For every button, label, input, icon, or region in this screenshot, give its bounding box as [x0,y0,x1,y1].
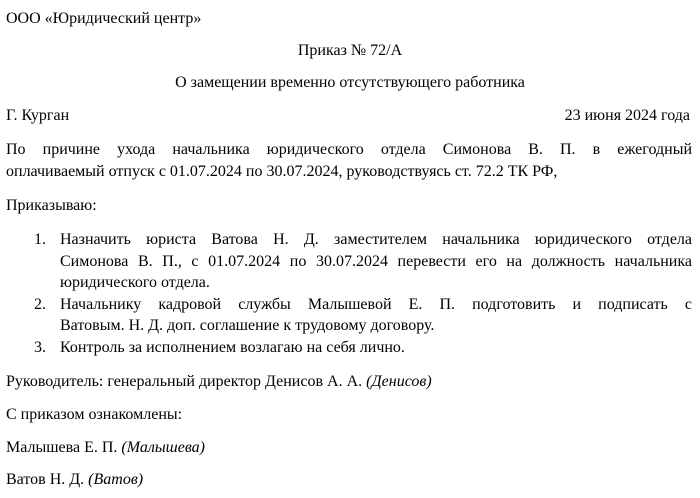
order-subject: О замещении временно отсутствующего работника [175,74,525,91]
order-item-line: Ватовым. Н. Д. доп. соглашение к трудовому договору. [60,317,435,334]
order-item [34,294,692,337]
order-item-line: Симонова В. П., с 01.07.2024 по 30.07.2024 перевести его на должность начальника [60,252,692,270]
head-label: Руководитель: генеральный директор Денисов А. А. [6,373,363,390]
order-item-line: Назначить юриста Ватова Н. Д. заместителем начальника юридического отдела [60,231,692,248]
preamble [6,139,692,182]
acquainted-label: С приказом ознакомлены: [6,406,183,423]
order-date: 23 июня 2024 года [564,107,690,124]
organization-name: ООО «Юридический центр» [6,10,202,27]
signatory-signature: (Ватов) [88,471,144,488]
signatory-line [6,438,205,458]
order-item [34,337,692,359]
preamble-line: По причине ухода начальника юридического отдела Симонова В. П. в ежегодный [6,141,692,158]
order-item-number: 3. [34,338,46,356]
order-items [34,229,692,358]
city: Г. Курган [6,107,70,124]
signatory-name: Малышева Е. П. [6,439,118,456]
order-item-line: Начальнику кадровой службы Малышевой Е. П. подготовить и подписать с [60,295,692,313]
head-signature-line [6,372,432,392]
signatory-line [6,470,143,490]
order-word: Приказываю: [6,197,97,214]
head-signature: (Денисов) [366,373,432,390]
signatory-name: Ватов Н. Д. [6,471,85,488]
preamble-line: оплачиваемый отпуск с 01.07.2024 по 30.07.2024, руководствуясь ст. 72.2 ТК РФ, [6,162,558,180]
order-number: Приказ № 72/А [297,42,403,59]
order-item [34,229,692,294]
signatory-signature: (Малышева) [121,439,205,456]
order-item-number: 1. [34,231,46,248]
order-item-line: юридического отдела. [60,274,210,291]
order-item-number: 2. [34,295,46,313]
order-item-line: Контроль за исполнением возлагаю на себя лично. [60,338,405,356]
